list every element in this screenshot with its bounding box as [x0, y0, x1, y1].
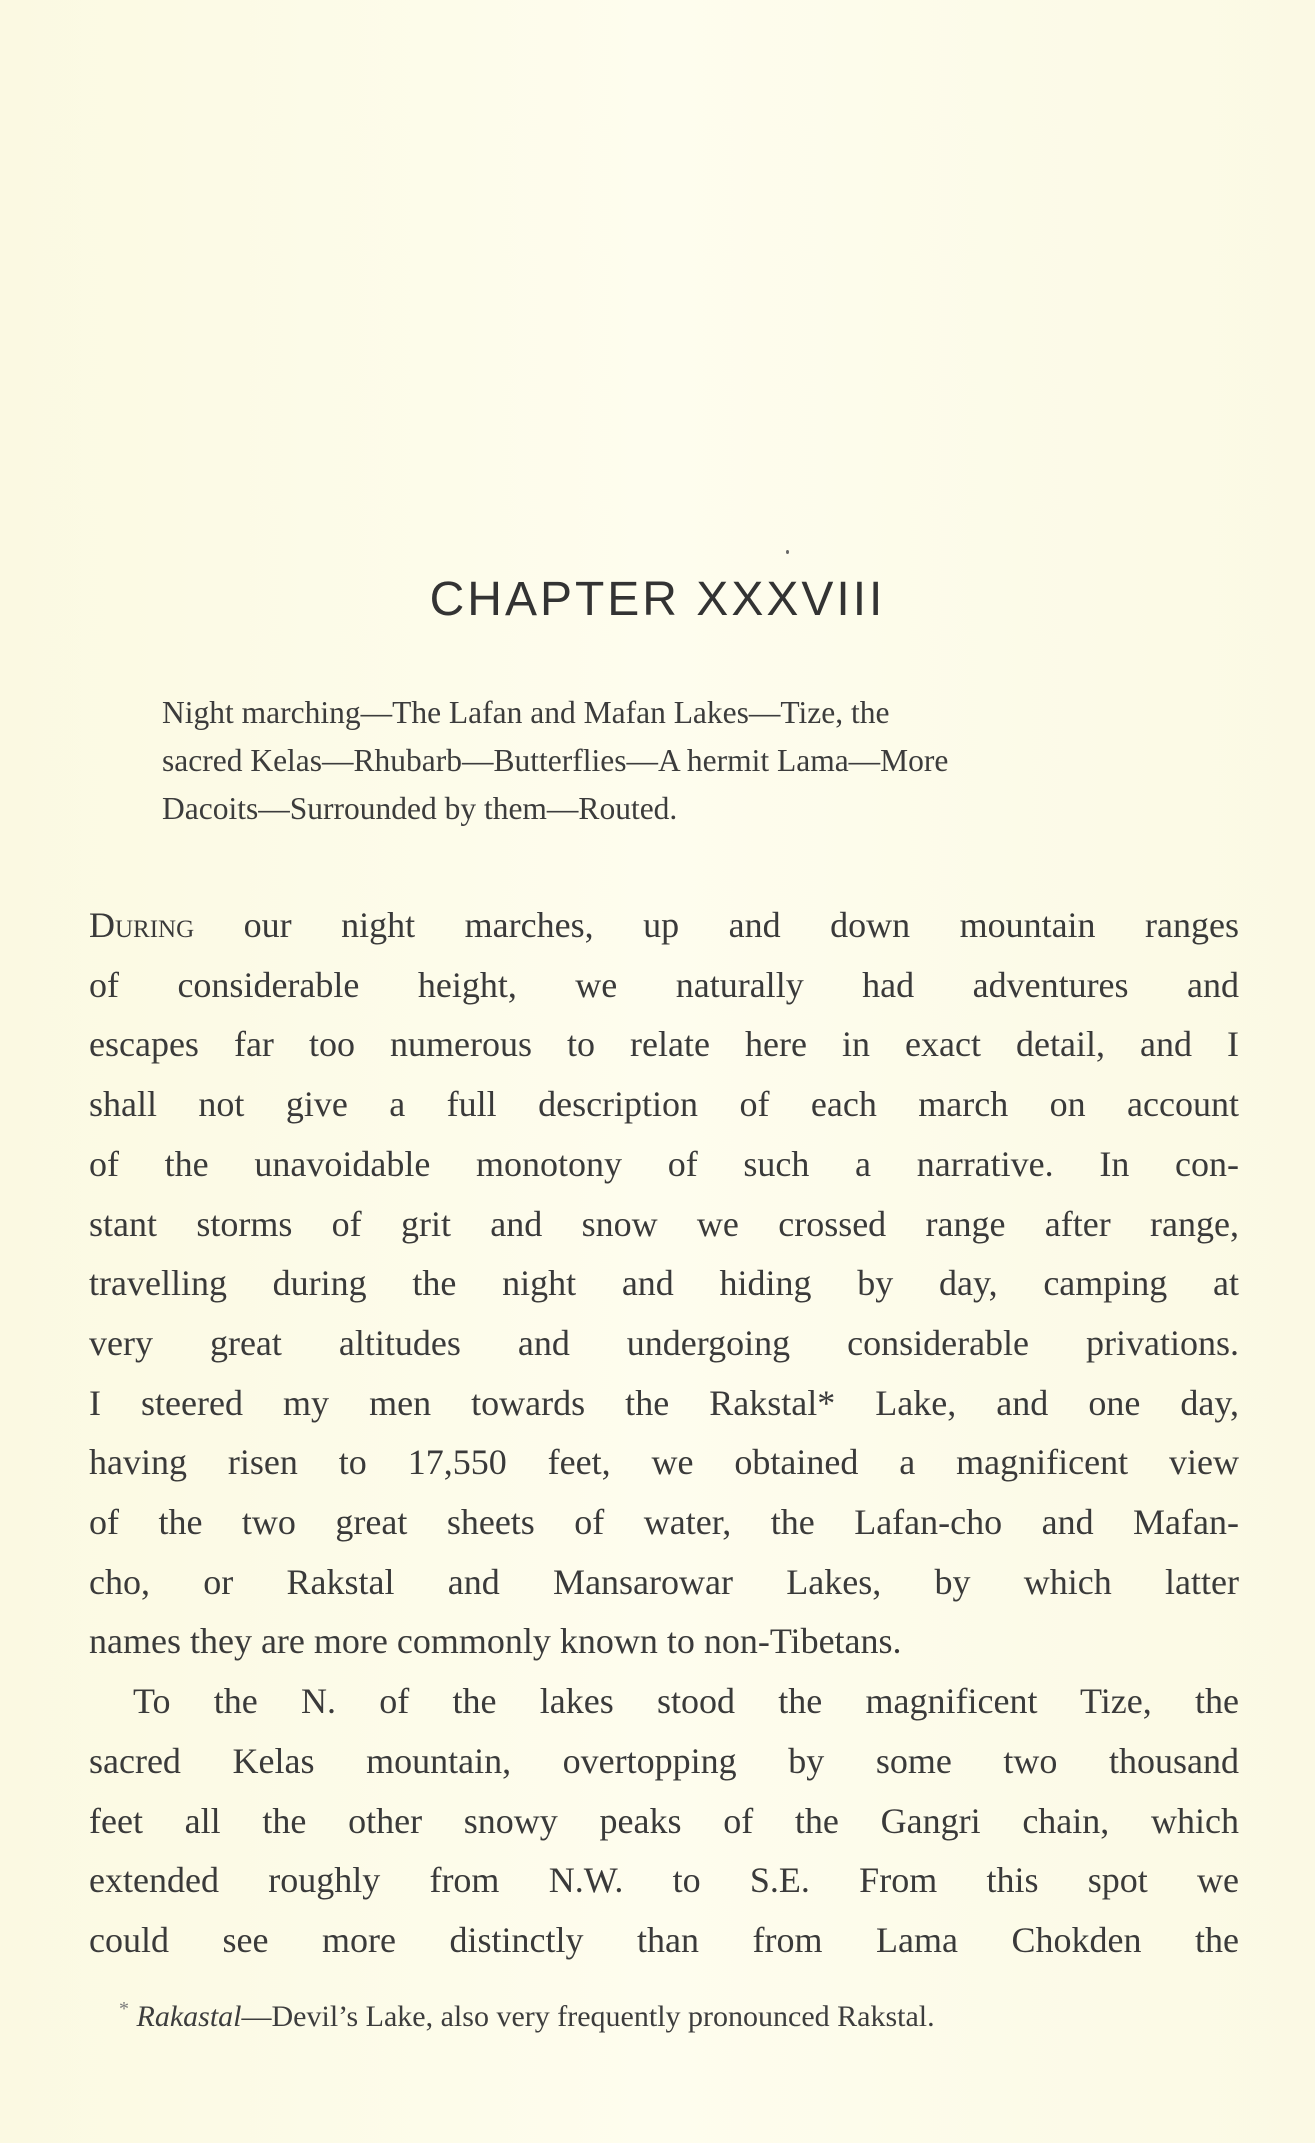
body-line: shall not give a full description of each march on account: [89, 1084, 1239, 1125]
body-line: very great altitudes and undergoing considerable privations.: [89, 1322, 1239, 1363]
footnote-term: Rakastal: [136, 2000, 242, 2033]
body-line-first: [89, 896, 1239, 956]
body-line: travelling during the night and hiding by day, camping at: [89, 1263, 1239, 1304]
first-line-rest: our night marches, up and down mountain ranges: [194, 905, 1239, 945]
body-line: cho, or Rakstal and Mansarowar Lakes, by which latter: [89, 1561, 1239, 1602]
body-line: names they are more commonly known to non-Tibetans.: [89, 1621, 902, 1662]
body-line: I steered my men towards the Rakstal* Lake, and one day,: [89, 1382, 1239, 1423]
chapter-summary: [162, 689, 1172, 833]
body-line: of the unavoidable monotony of such a narrative. In con-: [89, 1143, 1239, 1184]
body-line-paragraph-start: To the N. of the lakes stood the magnificent Tize, the: [133, 1681, 1239, 1722]
chapter-title: CHAPTER XXXVIII: [429, 573, 886, 626]
dropcap-word: During: [89, 905, 195, 945]
summary-line: Night marching—The Lafan and Mafan Lakes—Tize, the: [162, 695, 890, 730]
body-line: having risen to 17,550 feet, we obtained a magnificent view: [89, 1442, 1239, 1483]
body-line: of the two great sheets of water, the Lafan-cho and Mafan-: [89, 1502, 1239, 1543]
body-line: could see more distinctly than from Lama Chokden the: [89, 1919, 1239, 1960]
body-line: extended roughly from N.W. to S.E. From this spot we: [89, 1860, 1239, 1901]
summary-line: sacred Kelas—Rhubarb—Butterflies—A hermit Lama—More: [162, 743, 949, 778]
body-line: of considerable height, we naturally had adventures and: [89, 964, 1239, 1005]
body-line: feet all the other snowy peaks of the Gangri chain, which: [89, 1800, 1239, 1841]
body-line: escapes far too numerous to relate here in exact detail, and I: [89, 1024, 1239, 1065]
body-text: [89, 896, 1239, 1971]
footnote-text: —Devil’s Lake, also very frequently pronounced Rakstal.: [241, 2000, 935, 2033]
summary-line: Dacoits—Surrounded by them—Routed.: [162, 791, 678, 826]
ink-speck: [786, 550, 789, 554]
body-line: stant storms of grit and snow we crossed range after range,: [89, 1203, 1239, 1244]
body-line: sacred Kelas mountain, overtopping by some two thousand: [89, 1740, 1239, 1781]
footnote: [119, 1998, 1229, 2034]
footnote-mark: *: [119, 1998, 129, 2020]
